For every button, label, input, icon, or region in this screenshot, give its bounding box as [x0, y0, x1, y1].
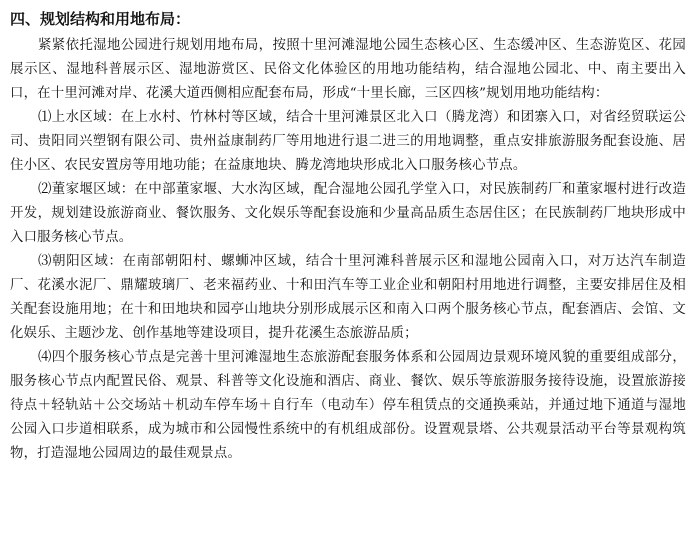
section-heading: 四、规划结构和用地布局： — [10, 10, 191, 28]
intro-paragraph: 紧紧依托湿地公园进行规划用地布局，按照十里河滩湿地公园生态核心区、生态缓冲区、生态游览区、花园展示区、湿地科普展示区、湿地游赏区、民俗文化体验区的用地功能结构，结合湿地公园北、中、南主要出入口，在十里河滩对岸、花溪大道西侧相应配套布局，形成“十里长廊，三区四核”规划用地功能结构： — [10, 38, 686, 101]
shangshui-area-paragraph: ⑴上水区域：在上水村、竹林村等区域，结合十里河滩景区北入口（腾龙湾）和团寨入口，对省经贸联运公司、贵阳同兴塑钢有限公司、贵州益康制药厂等用地进行退二进三的用地调整，重点安排旅游服务配套设施、居住小区、农民安置房等用地功能；在益康地块、腾龙湾地块形成北入口服务核心节点。 — [10, 110, 686, 173]
dongjiayan-area-paragraph: ⑵董家堰区域：在中部董家堰、大水沟区域，配合湿地公园孔学堂入口，对民族制药厂和董家堰村进行改造开发，规划建设旅游商业、餐饮服务、文化娱乐等配套设施和少量高品质生态居住区；在民族制药厂地块形成中入口服务核心节点。 — [10, 182, 686, 245]
service-nodes-paragraph: ⑷四个服务核心节点是完善十里河滩湿地生态旅游配套服务体系和公园周边景观环境风貌的重要组成部分，服务核心节点内配置民俗、观景、科普等文化设施和酒店、商业、餐饮、娱乐等旅游服务接待设施，设置旅游接待点＋轻轨站＋公交场站＋机动车停车场＋自行车（电动车）停车租赁点的交通换乘站，并通过地下通道与湿地公园入口步道相联系，成为城市和公园慢性系统中的有机组成部份。设置观景塔、公共观景活动平台等景观构筑物，打造湿地公园周边的最佳观景点。 — [10, 350, 686, 461]
chaoyang-area-paragraph: ⑶朝阳区域：在南部朝阳村、螺蛳冲区域，结合十里河滩科普展示区和湿地公园南入口，对万达汽车制造厂、花溪水泥厂、鼎耀玻璃厂、老来福药业、十和田汽车等工业企业和朝阳村用地进行调整，主要安排居住及相关配套设施用地；在十和田地块和园亭山地块分别形成展示区和南入口两个服务核心节点，配套酒店、会馆、文化娱乐、主题沙龙、创作基地等建设项目，提升花溪生态旅游品质； — [10, 254, 686, 341]
